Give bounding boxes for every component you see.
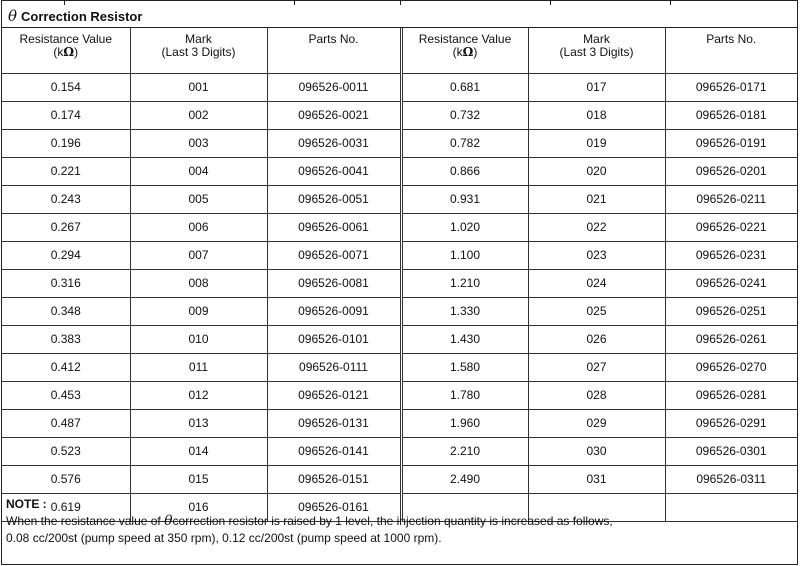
cell-mark-right: 024 [528, 269, 665, 297]
cell-resistance-left: 0.294 [2, 241, 130, 269]
cell-parts-left: 096526-0081 [267, 269, 401, 297]
cell-parts-right: 096526-0211 [665, 185, 797, 213]
cell-mark-right: 029 [528, 409, 665, 437]
cell-mark-right: 021 [528, 185, 665, 213]
cell-resistance-right: 0.681 [401, 73, 528, 101]
cell-mark-left: 003 [130, 129, 267, 157]
cell-parts-left: 096526-0061 [267, 213, 401, 241]
cell-mark-right: 022 [528, 213, 665, 241]
cell-parts-right: 096526-0181 [665, 101, 797, 129]
note-line-1-end: correction resistor is raised by 1 level, the injection quantity is increased as follows, [172, 514, 613, 528]
note-block [2, 496, 797, 547]
cell-resistance-left: 0.453 [2, 381, 130, 409]
cell-mark-left: 001 [130, 73, 267, 101]
cell-resistance-left: 0.221 [2, 157, 130, 185]
cell-resistance-right: 1.210 [401, 269, 528, 297]
cell-mark-left: 006 [130, 213, 267, 241]
cell-resistance-left: 0.316 [2, 269, 130, 297]
cell-mark-left: 004 [130, 157, 267, 185]
resistor-table-body [2, 28, 797, 521]
table-row [2, 213, 797, 241]
table-header-row [2, 28, 797, 73]
cell-mark-left: 005 [130, 185, 267, 213]
cell-resistance-left: 0.196 [2, 129, 130, 157]
cell-mark-right: 031 [528, 465, 665, 493]
header-parts-right [665, 28, 797, 73]
note-title: NOTE : [6, 497, 47, 511]
cell-parts-right: 096526-0261 [665, 325, 797, 353]
header-resistance-label: Resistance Value [19, 32, 112, 46]
cell-parts-right: 096526-0201 [665, 157, 797, 185]
note-line-1-start: When the resistance value of [6, 514, 165, 528]
title-text: Correction Resistor [21, 9, 143, 24]
cell-resistance-left: 0.383 [2, 325, 130, 353]
cell-resistance-right: 1.330 [401, 297, 528, 325]
cell-resistance-right: 0.866 [401, 157, 528, 185]
cell-mark-left: 009 [130, 297, 267, 325]
cell-parts-right: 096526-0281 [665, 381, 797, 409]
cell-mark-left: 014 [130, 437, 267, 465]
table-row [2, 409, 797, 437]
cell-parts-left: 096526-0021 [267, 101, 401, 129]
theta-symbol-icon: θ [8, 7, 18, 25]
header-parts-label: Parts No. [706, 32, 757, 46]
cell-parts-right: 096526-0231 [665, 241, 797, 269]
cell-resistance-left: 0.154 [2, 73, 130, 101]
cell-resistance-right: 1.960 [401, 409, 528, 437]
table-row [2, 381, 797, 409]
cell-mark-right: 026 [528, 325, 665, 353]
cell-parts-left: 096526-0131 [267, 409, 401, 437]
ohm-icon: Ω [462, 45, 474, 59]
cell-resistance-left: 0.412 [2, 353, 130, 381]
cell-parts-right: 096526-0191 [665, 129, 797, 157]
cell-mark-right: 030 [528, 437, 665, 465]
cell-resistance-right: 2.490 [401, 465, 528, 493]
cell-resistance-right: 1.580 [401, 353, 528, 381]
cell-resistance-left: 0.523 [2, 437, 130, 465]
cell-parts-left: 096526-0101 [267, 325, 401, 353]
cell-mark-left: 012 [130, 381, 267, 409]
note-line-2: 0.08 cc/200st (pump speed at 350 rpm), 0.12 cc/200st (pump speed at 1000 rpm). [6, 531, 442, 545]
header-mark-label: Mark [583, 32, 610, 46]
cell-mark-right: 028 [528, 381, 665, 409]
cell-parts-left: 096526-0111 [267, 353, 401, 381]
cell-resistance-left: 0.576 [2, 465, 130, 493]
cell-parts-left: 096526-0091 [267, 297, 401, 325]
table-title [2, 5, 797, 28]
table-row [2, 185, 797, 213]
cell-mark-left: 010 [130, 325, 267, 353]
table-row [2, 157, 797, 185]
table-row [2, 269, 797, 297]
cell-mark-left: 015 [130, 465, 267, 493]
cell-parts-left: 096526-0071 [267, 241, 401, 269]
cell-mark-left: 008 [130, 269, 267, 297]
cell-parts-right: 096526-0301 [665, 437, 797, 465]
cell-resistance-left: 0.174 [2, 101, 130, 129]
cell-parts-right: 096526-0171 [665, 73, 797, 101]
header-resistance-right [401, 28, 528, 73]
header-resistance-unit [2, 46, 130, 59]
cell-resistance-right: 1.020 [401, 213, 528, 241]
cell-mark-right: 019 [528, 129, 665, 157]
cell-mark-right: 025 [528, 297, 665, 325]
cell-parts-left: 096526-0051 [267, 185, 401, 213]
cell-parts-left: 096526-0011 [267, 73, 401, 101]
cell-mark-right: 023 [528, 241, 665, 269]
cell-parts-right: 096526-0251 [665, 297, 797, 325]
cell-resistance-right: 0.782 [401, 129, 528, 157]
table-row [2, 325, 797, 353]
cell-resistance-right: 0.732 [401, 101, 528, 129]
theta-symbol-icon: θ [164, 513, 173, 529]
cell-parts-left: 096526-0041 [267, 157, 401, 185]
header-mark-left [130, 28, 267, 73]
cell-parts-right: 096526-0241 [665, 269, 797, 297]
cell-parts-left: 096526-0161 [267, 493, 401, 521]
unit-close: ) [74, 45, 79, 59]
header-mark-label: Mark [185, 32, 212, 46]
header-resistance-label: Resistance Value [418, 32, 512, 46]
document-sheet [1, 0, 798, 565]
cell-mark-right: 027 [528, 353, 665, 381]
header-resistance-unit [403, 46, 528, 59]
table-row [2, 73, 797, 101]
cell-parts-left: 096526-0121 [267, 381, 401, 409]
cell-resistance-left: 0.267 [2, 213, 130, 241]
cell-resistance-right: 0.931 [401, 185, 528, 213]
cell-mark-left: 013 [130, 409, 267, 437]
cell-resistance-right: 2.210 [401, 437, 528, 465]
cell-parts-right: 096526-0311 [665, 465, 797, 493]
header-mark-right [528, 28, 665, 73]
cell-resistance-left: 0.619 [2, 493, 130, 521]
header-resistance-left [2, 28, 130, 73]
header-parts-label: Parts No. [308, 32, 359, 46]
table-row [2, 297, 797, 325]
header-mark-sub: (Last 3 Digits) [559, 45, 634, 59]
cell-resistance-right: 1.780 [401, 381, 528, 409]
table-row [2, 465, 797, 493]
note-line-1 [6, 513, 797, 530]
cell-parts-left: 096526-0151 [267, 465, 401, 493]
cell-resistance-left: 0.487 [2, 409, 130, 437]
unit-open: (k [452, 45, 463, 59]
cell-parts-right: 096526-0270 [665, 353, 797, 381]
cell-mark-left: 011 [130, 353, 267, 381]
cell-resistance-left: 0.348 [2, 297, 130, 325]
cell-parts-right: 096526-0291 [665, 409, 797, 437]
cell-mark-right: 020 [528, 157, 665, 185]
cell-resistance-left: 0.243 [2, 185, 130, 213]
cell-parts-left: 096526-0141 [267, 437, 401, 465]
cell-resistance-right: 1.430 [401, 325, 528, 353]
ohm-icon: Ω [63, 45, 75, 59]
table-row [2, 353, 797, 381]
cell-mark-left: 016 [130, 493, 267, 521]
resistor-table [2, 28, 797, 522]
cell-mark-right: 017 [528, 73, 665, 101]
cell-parts-right: 096526-0221 [665, 213, 797, 241]
unit-close: ) [473, 45, 478, 59]
cell-mark-left: 007 [130, 241, 267, 269]
table-row [2, 241, 797, 269]
cell-mark-right: 018 [528, 101, 665, 129]
table-row [2, 129, 797, 157]
header-parts-left [267, 28, 401, 73]
table-row [2, 101, 797, 129]
unit-open: (k [53, 45, 64, 59]
header-mark-sub: (Last 3 Digits) [161, 45, 236, 59]
cell-mark-left: 002 [130, 101, 267, 129]
cell-parts-left: 096526-0031 [267, 129, 401, 157]
cell-resistance-right: 1.100 [401, 241, 528, 269]
table-row [2, 437, 797, 465]
